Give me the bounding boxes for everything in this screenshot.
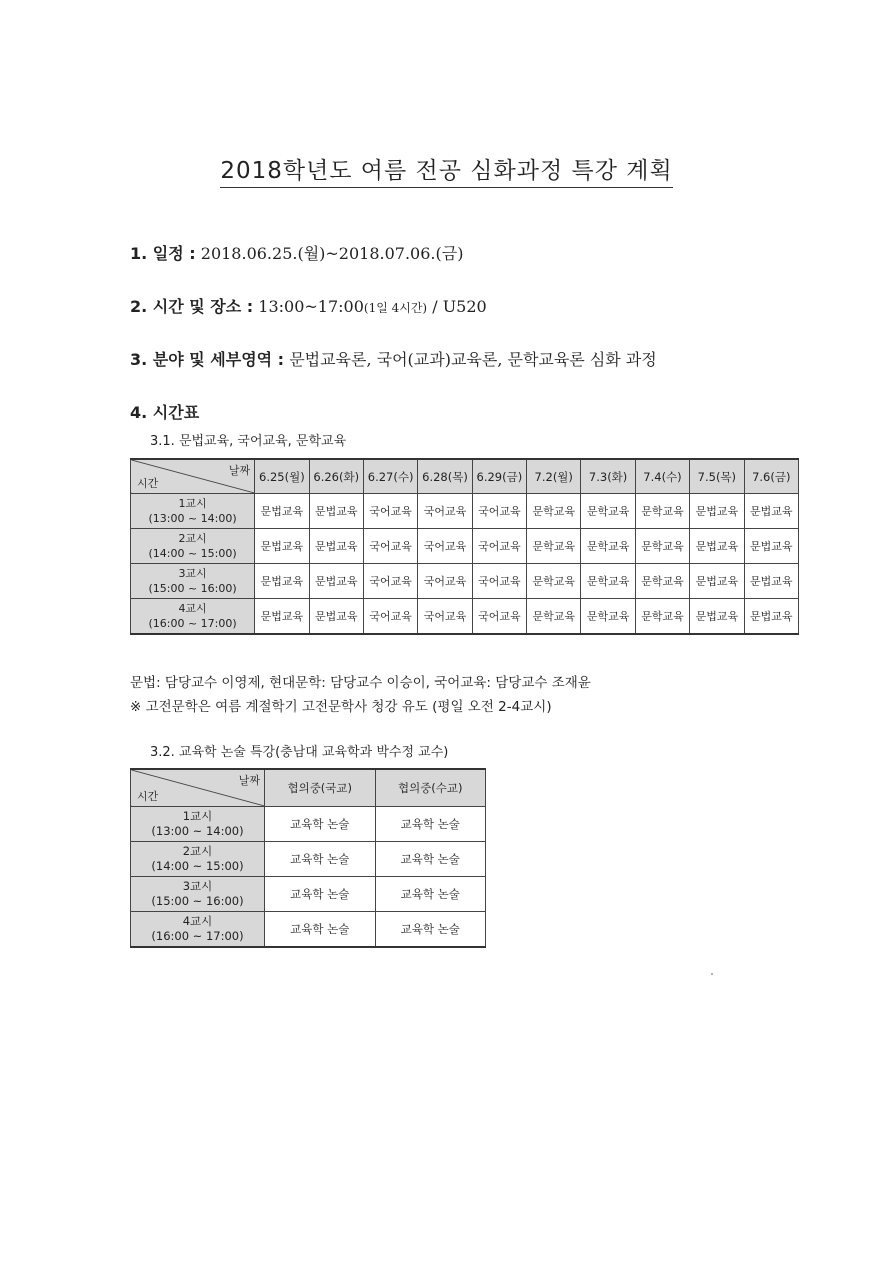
subject-cell: 국어교육 [363,564,417,599]
subject-cell: 문학교육 [527,494,581,529]
subject-cell: 국어교육 [418,529,472,564]
period-cell [131,807,265,842]
date-header: 6.28(목) [418,459,472,494]
subject-cell: 문법교육 [690,599,744,635]
period-label: 1교시 [178,497,207,510]
period-time: (13:00 ~ 14:00) [151,824,244,838]
subject-cell: 문법교육 [309,494,363,529]
timetable-1 [130,458,799,635]
section-schedule [130,241,463,264]
period-cell [131,564,255,599]
subject-cell: 문학교육 [581,599,635,635]
corner-date-label: 날짜 [228,464,251,477]
date-header: 7.6(금) [744,459,798,494]
date-header: 7.3(화) [581,459,635,494]
table-row [131,529,799,564]
subsection-2-title: 3.2. 교육학 논술 특강(충남대 교육학과 박수정 교수) [150,745,449,760]
subject-cell: 국어교육 [418,564,472,599]
subject-cell: 문법교육 [690,529,744,564]
date-header: 7.2(월) [527,459,581,494]
page-title-text: 2018학년도 여름 전공 심화과정 특강 계획 [220,158,672,188]
period-time: (15:00 ~ 16:00) [151,894,244,908]
period-label: 3교시 [178,567,207,580]
subject-cell: 문학교육 [527,599,581,635]
subject-cell: 국어교육 [472,564,526,599]
section-time-place-room: / U520 [427,297,487,316]
timetable-1-header-row [131,459,799,494]
date-header: 6.25(월) [255,459,309,494]
section-time-place-note: (1일 4시간) [363,301,428,315]
subject-cell: 문법교육 [690,564,744,599]
subject-cell: 교육학 논술 [265,807,376,842]
subject-cell: 교육학 논술 [375,912,486,948]
period-time: (14:00 ~ 15:00) [151,859,244,873]
table-row [131,564,799,599]
subject-cell: 문학교육 [581,494,635,529]
section-timetable [130,400,199,423]
subject-cell: 국어교육 [418,599,472,635]
subject-cell: 문법교육 [255,564,309,599]
period-time: (16:00 ~ 17:00) [151,929,244,943]
subject-cell: 문학교육 [581,529,635,564]
period-cell [131,599,255,635]
subject-cell: 문법교육 [255,599,309,635]
subject-cell: 문학교육 [635,564,689,599]
timetable-2 [130,768,486,948]
date-header: 6.27(수) [363,459,417,494]
subject-cell: 교육학 논술 [265,877,376,912]
period-label: 3교시 [182,879,213,893]
section-time-place [130,294,487,317]
subject-cell: 문학교육 [527,564,581,599]
date-header: 협의중(국교) [265,769,376,807]
corner-date-label: 날짜 [238,774,260,787]
table-row [131,842,486,877]
period-time: (15:00 ~ 16:00) [148,582,237,595]
section-schedule-body: 2018.06.25.(월)~2018.07.06.(금) [200,244,464,263]
subject-cell: 문학교육 [581,564,635,599]
subject-cell: 교육학 논술 [375,842,486,877]
period-label: 4교시 [182,914,213,928]
section-timetable-heading: 4. 시간표 [130,403,200,422]
period-cell [131,912,265,948]
subject-cell: 문법교육 [309,599,363,635]
subject-cell: 문법교육 [744,529,798,564]
date-header: 6.29(금) [472,459,526,494]
section-time-place-heading: 2. 시간 및 장소 : [130,297,254,316]
period-time: (14:00 ~ 15:00) [148,547,237,560]
subject-cell: 문학교육 [635,599,689,635]
subject-cell: 문법교육 [255,529,309,564]
subject-cell: 교육학 논술 [265,842,376,877]
subject-cell: 문법교육 [309,564,363,599]
subject-cell: 문법교육 [744,494,798,529]
subject-cell: 국어교육 [363,599,417,635]
subject-cell: 국어교육 [363,494,417,529]
date-header: 7.5(목) [690,459,744,494]
subject-cell: 국어교육 [472,599,526,635]
table-row [131,599,799,635]
table-row [131,807,486,842]
section-time-place-body: 13:00~17:00 [258,297,364,316]
date-header: 7.4(수) [635,459,689,494]
section-fields-heading: 3. 분야 및 세부영역 : [130,350,285,369]
period-cell [131,529,255,564]
table-row [131,912,486,948]
subject-cell: 문학교육 [635,529,689,564]
subject-cell: 문법교육 [690,494,744,529]
subject-cell: 국어교육 [472,529,526,564]
section-fields-body: 문법교육론, 국어(교과)교육론, 문학교육론 심화 과정 [289,350,657,369]
subject-cell: 교육학 논술 [265,912,376,948]
subject-cell: 문법교육 [744,599,798,635]
scan-speck [711,973,713,975]
period-label: 2교시 [182,844,213,858]
section-schedule-heading: 1. 일정 : [130,244,196,263]
page-title [0,152,893,185]
section-fields [130,347,657,370]
corner-cell [131,459,255,494]
subject-cell: 문학교육 [527,529,581,564]
table-row [131,877,486,912]
subsection-1-title: 3.1. 문법교육, 국어교육, 문학교육 [150,434,347,449]
period-label: 1교시 [182,809,213,823]
period-label: 4교시 [178,602,207,615]
subject-cell: 문법교육 [255,494,309,529]
subject-cell: 문법교육 [744,564,798,599]
subject-cell: 국어교육 [472,494,526,529]
table-row [131,494,799,529]
subject-cell: 교육학 논술 [375,807,486,842]
corner-time-label: 시간 [137,477,159,490]
period-time: (16:00 ~ 17:00) [148,617,237,630]
subject-cell: 문학교육 [635,494,689,529]
classical-literature-note: ※ 고전문학은 여름 계절학기 고전문학사 청강 유도 (평일 오전 2-4교시) [130,699,552,715]
date-header: 협의중(수교) [375,769,486,807]
subject-cell: 국어교육 [363,529,417,564]
period-time: (13:00 ~ 14:00) [148,512,237,525]
subject-cell: 국어교육 [418,494,472,529]
subject-cell: 교육학 논술 [375,877,486,912]
period-label: 2교시 [178,532,207,545]
period-cell [131,494,255,529]
timetable-2-header-row [131,769,486,807]
corner-cell [131,769,265,807]
period-cell [131,842,265,877]
instructor-note: 문법: 담당교수 이영제, 현대문학: 담당교수 이승이, 국어교육: 담당교수 조재윤 [130,675,591,691]
period-cell [131,877,265,912]
date-header: 6.26(화) [309,459,363,494]
subject-cell: 문법교육 [309,529,363,564]
corner-time-label: 시간 [137,790,159,803]
